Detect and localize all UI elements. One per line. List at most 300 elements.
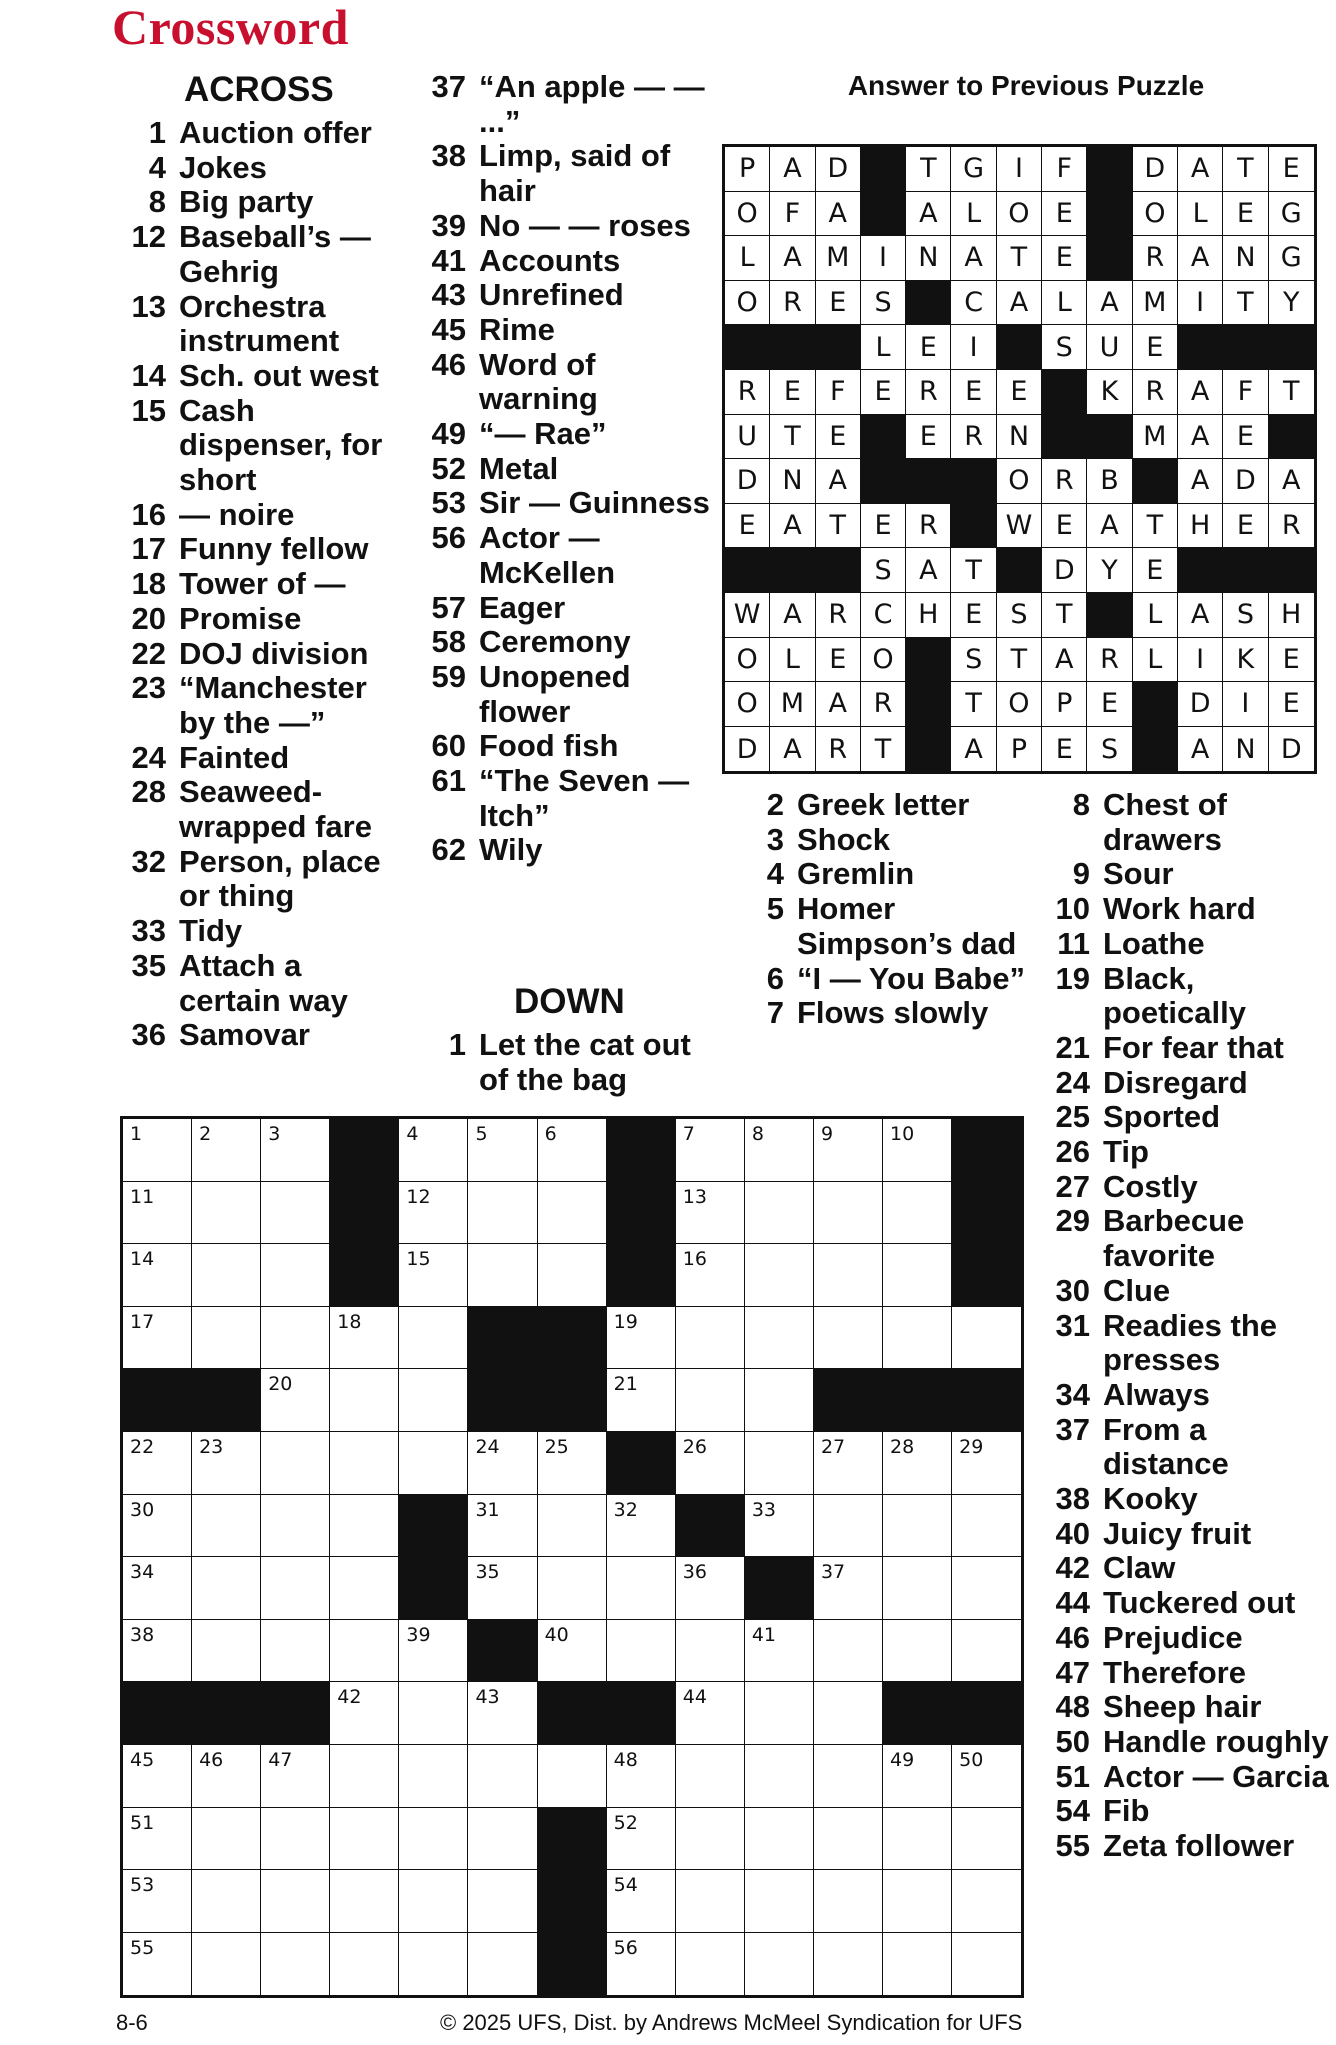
answer-letter: E	[997, 370, 1042, 415]
clue-number: 33	[131, 913, 166, 949]
clue-text: Actor — Garcia	[1103, 1758, 1329, 1794]
clue-number: 58	[431, 624, 466, 660]
grid-cell[interactable]	[745, 1808, 814, 1871]
grid-cell[interactable]	[261, 1119, 330, 1182]
grid-cell[interactable]	[261, 1244, 330, 1307]
cell-number: 56	[613, 1936, 638, 1959]
clue-number: 14	[131, 357, 166, 393]
cell-number: 33	[751, 1498, 777, 1521]
clue	[428, 244, 713, 279]
cell-number: 2	[199, 1123, 212, 1145]
cell-number: 27	[820, 1435, 846, 1458]
grid-cell[interactable]	[607, 1620, 676, 1683]
grid-cell[interactable]	[607, 1933, 676, 1996]
cell-number: 44	[682, 1686, 707, 1709]
grid-cell[interactable]	[123, 1307, 192, 1370]
answer-letter: S	[861, 281, 906, 326]
grid-cell[interactable]	[192, 1495, 261, 1558]
grid-cell[interactable]	[676, 1745, 745, 1808]
grid-cell[interactable]	[261, 1870, 330, 1933]
grid-cell[interactable]	[538, 1182, 607, 1245]
grid-cell[interactable]	[468, 1870, 537, 1933]
grid-cell[interactable]	[883, 1495, 952, 1558]
clue-number: 48	[1055, 1689, 1090, 1725]
answer-letter: A	[1178, 370, 1223, 415]
grid-cell[interactable]	[952, 1495, 1021, 1558]
clue-text: “— Rae”	[479, 416, 607, 452]
grid-cell[interactable]	[330, 1682, 399, 1745]
answer-black-square	[1087, 415, 1132, 460]
clue	[116, 949, 401, 1018]
grid-cell[interactable]	[123, 1495, 192, 1558]
grid-cell[interactable]	[676, 1369, 745, 1432]
grid-cell[interactable]	[261, 1369, 330, 1432]
cell-number: 5	[475, 1123, 488, 1145]
clue-text: “An apple — — ...”	[479, 69, 705, 139]
answer-letter: A	[770, 593, 815, 638]
clue-number: 19	[1055, 960, 1090, 996]
clue-number: 40	[1055, 1515, 1090, 1551]
grid-cell[interactable]	[607, 1495, 676, 1558]
clue	[116, 151, 401, 186]
grid-cell[interactable]	[814, 1432, 883, 1495]
grid-cell[interactable]	[468, 1933, 537, 1996]
answer-black-square	[1269, 548, 1314, 593]
grid-cell[interactable]	[814, 1682, 883, 1745]
clue-text: — noire	[179, 496, 295, 532]
answer-letter: A	[1178, 593, 1223, 638]
clue-number: 1	[148, 115, 166, 150]
cell-number: 18	[337, 1310, 362, 1333]
grid-cell[interactable]	[123, 1620, 192, 1683]
clue-number: 56	[431, 520, 466, 556]
grid-cell[interactable]	[952, 1307, 1021, 1370]
cell-number: 35	[475, 1561, 500, 1584]
grid-cell[interactable]	[745, 1933, 814, 1996]
answer-letter: H	[1178, 504, 1223, 549]
clue-text: Limp, said of hair	[479, 138, 671, 209]
grid-cell[interactable]	[538, 1119, 607, 1182]
answer-letter: F	[770, 192, 815, 237]
grid-cell[interactable]	[676, 1682, 745, 1745]
clue	[116, 290, 401, 359]
grid-cell[interactable]	[399, 1682, 468, 1745]
answer-letter: U	[1087, 325, 1132, 370]
clue	[116, 116, 401, 151]
answer-black-square	[1223, 548, 1268, 593]
grid-cell[interactable]	[330, 1369, 399, 1432]
grid-cell[interactable]	[952, 1557, 1021, 1620]
clue-text: Big party	[179, 184, 314, 220]
clue-number: 6	[766, 960, 784, 996]
grid-cell[interactable]	[468, 1557, 537, 1620]
grid-cell[interactable]	[676, 1119, 745, 1182]
clue-text: Attach a certain way	[179, 947, 348, 1018]
clue	[1040, 1031, 1330, 1066]
cell-number: 32	[613, 1498, 638, 1521]
clue-text: Sported	[1103, 1099, 1221, 1135]
grid-cell[interactable]	[883, 1432, 952, 1495]
grid-cell[interactable]	[399, 1870, 468, 1933]
clue-text: For fear that	[1103, 1029, 1284, 1065]
clue-text: Claw	[1103, 1550, 1176, 1586]
grid-cell[interactable]	[261, 1495, 330, 1558]
grid-cell[interactable]	[676, 1620, 745, 1683]
clue-number: 52	[431, 450, 466, 486]
grid-cell[interactable]	[330, 1432, 399, 1495]
grid-cell[interactable]	[399, 1432, 468, 1495]
grid-cell[interactable]	[261, 1933, 330, 1996]
grid-cell[interactable]	[676, 1432, 745, 1495]
grid-cell[interactable]	[538, 1495, 607, 1558]
grid-cell[interactable]	[330, 1870, 399, 1933]
grid-cell[interactable]	[814, 1307, 883, 1370]
answer-letter: A	[1087, 281, 1132, 326]
grid-cell[interactable]	[676, 1244, 745, 1307]
grid-cell[interactable]	[676, 1182, 745, 1245]
grid-cell[interactable]	[814, 1495, 883, 1558]
grid-cell[interactable]	[952, 1870, 1021, 1933]
answer-letter: E	[861, 370, 906, 415]
grid-cell[interactable]	[814, 1557, 883, 1620]
grid-cell[interactable]	[261, 1620, 330, 1683]
clue-number: 13	[131, 288, 166, 324]
grid-cell[interactable]	[468, 1432, 537, 1495]
grid-cell[interactable]	[814, 1244, 883, 1307]
grid-cell[interactable]	[538, 1432, 607, 1495]
black-square	[538, 1682, 607, 1745]
clue-text: “The Seven — Itch”	[479, 763, 690, 833]
grid-cell[interactable]	[123, 1933, 192, 1996]
answer-black-square	[1133, 459, 1178, 504]
answer-letter: T	[1223, 147, 1268, 192]
black-square	[607, 1682, 676, 1745]
answer-letter: L	[725, 236, 770, 281]
grid-cell[interactable]	[192, 1557, 261, 1620]
clue	[116, 1018, 401, 1053]
grid-cell[interactable]	[538, 1745, 607, 1808]
grid-cell[interactable]	[676, 1307, 745, 1370]
grid-cell[interactable]	[883, 1119, 952, 1182]
grid-cell[interactable]	[330, 1808, 399, 1871]
grid-cell[interactable]	[814, 1182, 883, 1245]
answer-letter: E	[1269, 682, 1314, 727]
answer-letter: T	[1269, 370, 1314, 415]
clue-number: 12	[131, 219, 166, 255]
black-square	[399, 1557, 468, 1620]
grid-cell[interactable]	[814, 1870, 883, 1933]
answer-letter: D	[725, 727, 770, 772]
grid-cell[interactable]	[468, 1495, 537, 1558]
grid-cell[interactable]	[745, 1119, 814, 1182]
clue	[428, 764, 713, 833]
clue	[428, 591, 713, 626]
grid-cell[interactable]	[192, 1244, 261, 1307]
grid-cell[interactable]	[883, 1933, 952, 1996]
clue-number: 39	[431, 207, 466, 243]
clue-text: Loathe	[1103, 925, 1205, 961]
grid-cell[interactable]	[607, 1808, 676, 1871]
grid-cell[interactable]	[745, 1307, 814, 1370]
grid-cell[interactable]	[952, 1745, 1021, 1808]
answer-letter: E	[1042, 192, 1087, 237]
clue-text: Ceremony	[479, 624, 631, 660]
grid-cell[interactable]	[399, 1182, 468, 1245]
grid-cell[interactable]	[745, 1620, 814, 1683]
clue-number: 4	[148, 149, 166, 185]
clue-text: Juicy fruit	[1103, 1515, 1252, 1551]
grid-cell[interactable]	[538, 1557, 607, 1620]
clue	[1040, 1690, 1330, 1725]
grid-cell[interactable]	[952, 1432, 1021, 1495]
grid-cell[interactable]	[883, 1182, 952, 1245]
grid-cell[interactable]	[330, 1557, 399, 1620]
grid-cell[interactable]	[399, 1119, 468, 1182]
grid-cell[interactable]	[468, 1682, 537, 1745]
grid-cell[interactable]	[330, 1307, 399, 1370]
answer-letter: R	[951, 415, 996, 460]
grid-cell[interactable]	[883, 1870, 952, 1933]
answer-letter: A	[1269, 459, 1314, 504]
clue-text: Word of warning	[479, 346, 598, 417]
black-square	[952, 1119, 1021, 1182]
grid-cell[interactable]	[745, 1369, 814, 1432]
grid-cell[interactable]	[676, 1808, 745, 1871]
grid-cell[interactable]	[745, 1745, 814, 1808]
answer-letter: F	[1223, 370, 1268, 415]
clue	[1040, 1517, 1330, 1552]
answer-letter: E	[906, 415, 951, 460]
cell-number: 31	[475, 1498, 500, 1521]
grid-cell[interactable]	[261, 1432, 330, 1495]
answer-letter: E	[951, 593, 996, 638]
grid-cell[interactable]	[745, 1244, 814, 1307]
clue	[1040, 927, 1330, 962]
grid-cell[interactable]	[745, 1182, 814, 1245]
answer-black-square	[725, 325, 770, 370]
grid-cell[interactable]	[814, 1119, 883, 1182]
clue	[1040, 1725, 1330, 1760]
clue	[428, 209, 713, 244]
grid-cell[interactable]	[399, 1745, 468, 1808]
grid-cell[interactable]	[676, 1933, 745, 1996]
grid-cell[interactable]	[883, 1557, 952, 1620]
answer-letter: E	[1223, 415, 1268, 460]
grid-cell[interactable]	[399, 1307, 468, 1370]
grid-cell[interactable]	[468, 1119, 537, 1182]
answer-letter: E	[1133, 325, 1178, 370]
clue	[1040, 1378, 1330, 1413]
answer-letter: E	[816, 415, 861, 460]
clue	[748, 857, 1028, 892]
grid-cell[interactable]	[192, 1119, 261, 1182]
clue-text: Cash dispenser, for short	[179, 392, 383, 498]
answer-black-square	[1133, 682, 1178, 727]
clue	[1040, 1586, 1330, 1621]
grid-cell[interactable]	[192, 1745, 261, 1808]
grid-cell[interactable]	[330, 1620, 399, 1683]
grid-cell[interactable]	[192, 1808, 261, 1871]
clue	[116, 671, 401, 740]
clue	[428, 70, 713, 139]
answer-letter: E	[861, 504, 906, 549]
grid-cell[interactable]	[261, 1745, 330, 1808]
grid-cell[interactable]	[123, 1808, 192, 1871]
grid-cell[interactable]	[261, 1307, 330, 1370]
clue-text: “Manchester by the —”	[179, 670, 367, 740]
grid-cell[interactable]	[814, 1620, 883, 1683]
grid-cell[interactable]	[952, 1620, 1021, 1683]
clue-number: 8	[148, 184, 166, 220]
answer-letter: A	[816, 459, 861, 504]
cell-number: 43	[475, 1686, 500, 1709]
grid-cell[interactable]	[123, 1870, 192, 1933]
clue-number: 2	[766, 787, 784, 822]
grid-cell[interactable]	[399, 1808, 468, 1871]
clue-number: 42	[1055, 1550, 1090, 1586]
clue	[116, 394, 401, 498]
grid-cell[interactable]	[538, 1244, 607, 1307]
answer-letter: T	[1223, 281, 1268, 326]
clue-text: Fainted	[179, 739, 290, 775]
cell-number: 10	[890, 1123, 915, 1145]
grid-cell[interactable]	[468, 1745, 537, 1808]
down-heading: DOWN	[514, 982, 625, 1021]
grid-cell[interactable]	[261, 1557, 330, 1620]
black-square	[123, 1682, 192, 1745]
clue-text: Samovar	[179, 1017, 310, 1053]
clue	[748, 823, 1028, 858]
clue-text: Barbecue favorite	[1103, 1203, 1245, 1274]
grid-cell[interactable]	[192, 1933, 261, 1996]
answer-letter: I	[1223, 682, 1268, 727]
grid-cell[interactable]	[330, 1745, 399, 1808]
grid-cell[interactable]	[123, 1119, 192, 1182]
grid-cell[interactable]	[883, 1745, 952, 1808]
clue-number: 24	[131, 739, 166, 775]
grid-cell[interactable]	[814, 1933, 883, 1996]
answer-letter: R	[770, 281, 815, 326]
clue-text: Jokes	[179, 149, 267, 185]
cell-number: 4	[406, 1123, 419, 1145]
cell-number: 16	[682, 1248, 707, 1271]
grid-cell[interactable]	[883, 1307, 952, 1370]
grid-cell[interactable]	[123, 1244, 192, 1307]
clue	[428, 625, 713, 660]
cell-number: 25	[544, 1435, 569, 1458]
grid-cell[interactable]	[330, 1495, 399, 1558]
grid-cell[interactable]	[607, 1745, 676, 1808]
grid-cell[interactable]	[468, 1244, 537, 1307]
answer-black-square	[1223, 325, 1268, 370]
answer-letter: T	[997, 236, 1042, 281]
grid-cell[interactable]	[192, 1432, 261, 1495]
grid-cell[interactable]	[123, 1557, 192, 1620]
grid-cell[interactable]	[814, 1745, 883, 1808]
grid-cell[interactable]	[468, 1182, 537, 1245]
answer-letter: I	[997, 147, 1042, 192]
answer-letter: R	[906, 504, 951, 549]
grid-cell[interactable]	[192, 1182, 261, 1245]
answer-letter: E	[1269, 147, 1314, 192]
grid-cell[interactable]	[676, 1557, 745, 1620]
grid-cell[interactable]	[330, 1933, 399, 1996]
clue-number: 46	[431, 346, 466, 382]
answer-letter: R	[816, 593, 861, 638]
clue-number: 41	[431, 242, 466, 278]
grid-cell[interactable]	[745, 1682, 814, 1745]
grid-cell[interactable]	[468, 1808, 537, 1871]
grid-cell[interactable]	[399, 1620, 468, 1683]
grid-cell[interactable]	[676, 1870, 745, 1933]
answer-letter: T	[1133, 504, 1178, 549]
grid-cell[interactable]	[399, 1244, 468, 1307]
grid-cell[interactable]	[192, 1870, 261, 1933]
grid-cell[interactable]	[883, 1808, 952, 1871]
answer-letter: R	[816, 727, 861, 772]
answer-black-square	[861, 415, 906, 460]
clue-number: 37	[1055, 1411, 1090, 1447]
grid-cell[interactable]	[745, 1495, 814, 1558]
clue-number: 17	[131, 531, 166, 567]
answer-letter: A	[951, 236, 996, 281]
answer-black-square	[861, 459, 906, 504]
answer-letter: H	[906, 593, 951, 638]
answer-letter: E	[1042, 504, 1087, 549]
grid-cell[interactable]	[607, 1557, 676, 1620]
clue-number: 9	[1072, 856, 1090, 892]
cell-number: 14	[130, 1248, 155, 1271]
clue-number: 1	[448, 1027, 466, 1062]
grid-cell[interactable]	[607, 1307, 676, 1370]
clue-number: 23	[131, 670, 166, 706]
grid-cell[interactable]	[814, 1808, 883, 1871]
cell-number: 51	[130, 1811, 155, 1834]
grid-cell[interactable]	[607, 1870, 676, 1933]
grid-cell[interactable]	[538, 1620, 607, 1683]
clue	[116, 775, 401, 844]
cell-number: 42	[337, 1686, 362, 1709]
grid-cell[interactable]	[192, 1307, 261, 1370]
cell-number: 29	[959, 1435, 984, 1458]
grid-cell[interactable]	[123, 1182, 192, 1245]
clue-number: 4	[766, 856, 784, 892]
grid-cell[interactable]	[123, 1745, 192, 1808]
clue-number: 22	[131, 635, 166, 671]
grid-cell[interactable]	[745, 1432, 814, 1495]
cell-number: 17	[130, 1310, 155, 1333]
cell-number: 41	[751, 1623, 777, 1646]
grid-cell[interactable]	[883, 1244, 952, 1307]
grid-cell[interactable]	[123, 1432, 192, 1495]
grid-cell[interactable]	[399, 1369, 468, 1432]
black-square	[538, 1933, 607, 1996]
answer-letter: I	[861, 236, 906, 281]
grid-cell[interactable]	[883, 1620, 952, 1683]
grid-cell[interactable]	[607, 1369, 676, 1432]
clue	[1040, 857, 1330, 892]
grid-cell[interactable]	[952, 1808, 1021, 1871]
grid-cell[interactable]	[745, 1870, 814, 1933]
grid-cell[interactable]	[261, 1182, 330, 1245]
grid-cell[interactable]	[952, 1933, 1021, 1996]
clue	[428, 139, 713, 208]
answer-letter: S	[951, 638, 996, 683]
grid-cell[interactable]	[192, 1620, 261, 1683]
grid-cell[interactable]	[261, 1808, 330, 1871]
clue-number: 7	[766, 995, 784, 1031]
grid-cell[interactable]	[399, 1933, 468, 1996]
